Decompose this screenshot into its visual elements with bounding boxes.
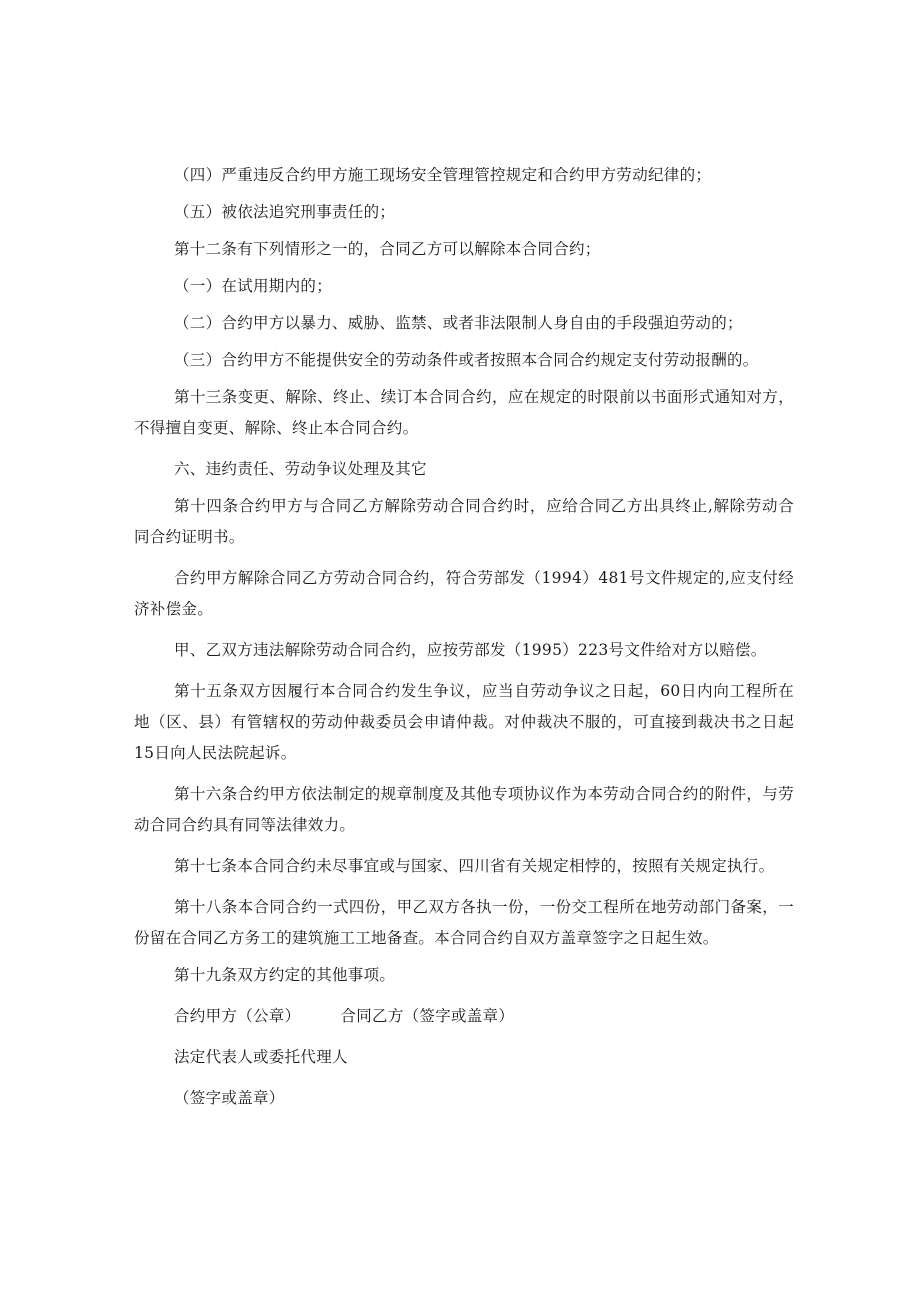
sign-note: （签字或盖章） xyxy=(174,1089,285,1107)
article-14-compensation: 合约甲方解除合同乙方劳动合同合约，符合劳部发（1994）481号文件规定的,应支付经济补偿金。 xyxy=(134,569,794,618)
article-14-damages: 甲、乙双方违法解除劳动合同合约，应按劳部发（1995）223号文件给对方以赔偿。 xyxy=(174,641,767,659)
article-15: 第十五条双方因履行本合同合约发生争议，应当自劳动争议之日起，60日内向工程所在地（区、县）有管辖权的劳动仲裁委员会申请仲裁。对仲裁决不服的，可直接到裁决书之日起15日向人民法院起诉。 xyxy=(134,682,794,762)
party-a-signature: 合约甲方（公章） xyxy=(174,1007,301,1025)
clause-item-4: （四）严重违反合约甲方施工现场安全管理管控规定和合约甲方劳动纪律的； xyxy=(174,166,712,184)
section-6-heading: 六、违约责任、劳动争议处理及其它 xyxy=(174,460,427,478)
party-b-signature: 合同乙方（签字或盖章） xyxy=(340,1007,515,1025)
article-12: 第十二条有下列情形之一的，合同乙方可以解除本合同合约； xyxy=(174,240,601,258)
article-16: 第十六条合约甲方依法制定的规章制度及其他专项协议作为本劳动合同合约的附件，与劳动合同合约具有同等法律效力。 xyxy=(134,785,794,834)
article-12-item-1: （一）在试用期内的； xyxy=(174,277,333,295)
representative-label: 法定代表人或委托代理人 xyxy=(174,1048,348,1066)
article-13: 第十三条变更、解除、终止、续订本合同合约，应在规定的时限前以书面形式通知对方，不得擅自变更、解除、终止本合同合约。 xyxy=(134,388,794,437)
article-12-item-2: （二）合约甲方以暴力、威胁、监禁、或者非法限制人身自由的手段强迫劳动的； xyxy=(174,314,743,332)
signature-parties xyxy=(134,1001,794,1032)
article-17: 第十七条本合同合约未尽事宜或与国家、四川省有关规定相悖的，按照有关规定执行。 xyxy=(174,857,775,875)
clause-item-5: （五）被依法追究刑事责任的； xyxy=(174,203,396,221)
sign-note-line xyxy=(134,1083,794,1114)
article-18: 第十八条本合同合约一式四份，甲乙双方各执一份，一份交工程所在地劳动部门备案，一份留在合同乙方务工的建筑施工工地备查。本合同合约自双方盖章签字之日起生效。 xyxy=(134,898,794,947)
article-19: 第十九条双方约定的其他事项。 xyxy=(174,966,396,984)
representative-line xyxy=(134,1042,794,1073)
article-14: 第十四条合约甲方与合同乙方解除劳动合同合约时，应给合同乙方出具终止,解除劳动合同合约证明书。 xyxy=(134,497,794,546)
document-body xyxy=(134,160,794,1124)
article-12-item-3: （三）合约甲方不能提供安全的劳动条件或者按照本合同合约规定支付劳动报酬的。 xyxy=(174,351,759,369)
